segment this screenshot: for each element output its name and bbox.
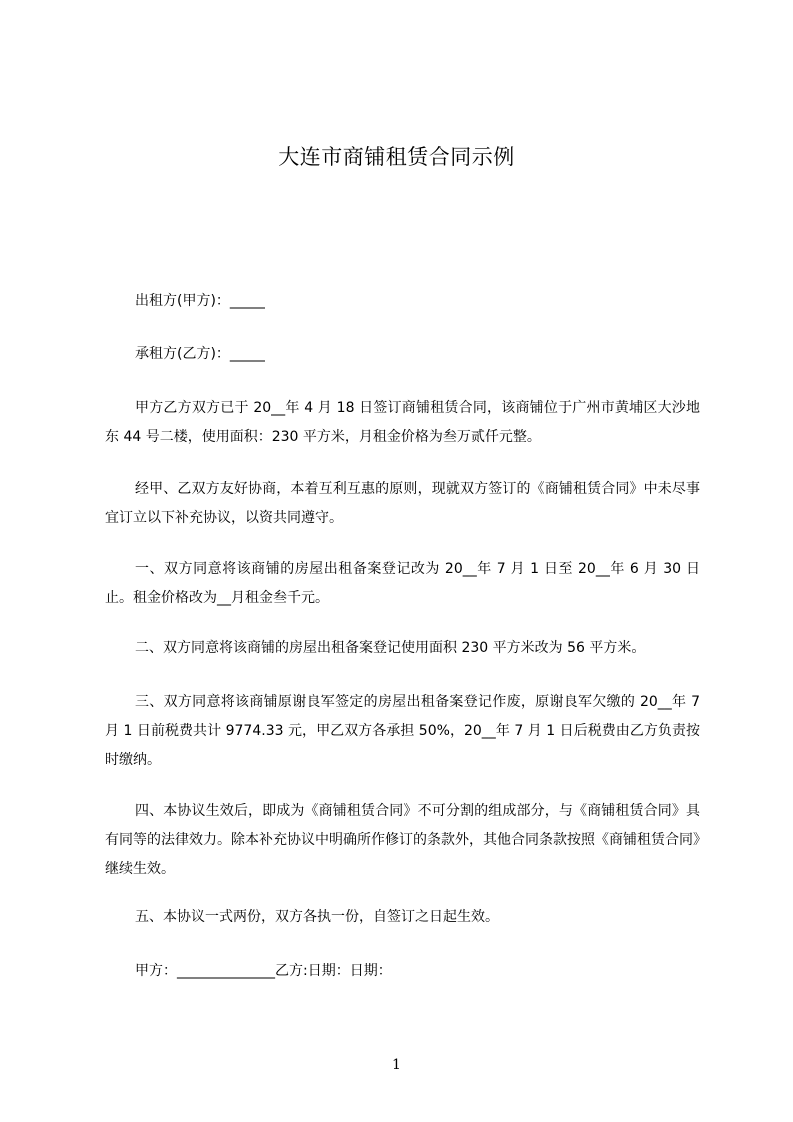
lessee-line: 承租方(乙方)：_____ bbox=[135, 346, 265, 362]
document-title: 大连市商铺租赁合同示例 bbox=[278, 145, 515, 169]
page-number: 1 bbox=[392, 1057, 401, 1073]
lessor-line: 出租方(甲方)：_____ bbox=[135, 293, 265, 309]
paragraph-preamble: 经甲、乙双方友好协商，本着互利互惠的原则，现就双方签订的《商铺租赁合同》中未尽事宜订立以下补充协议，以资共同遵守。 bbox=[105, 481, 700, 526]
clause-5: 五、本协议一式两份，双方各执一份，自签订之日起生效。 bbox=[135, 909, 499, 925]
signature-line: 甲方：______________乙方:日期：日期： bbox=[135, 963, 392, 979]
clause-4: 四、本协议生效后，即成为《商铺租赁合同》不可分割的组成部分，与《商铺租赁合同》具有同等的法律效力。除本补充协议中明确所作修订的条款外，其他合同条款按照《商铺租赁合同》继续生效。 bbox=[105, 803, 700, 877]
paragraph-background: 甲方乙方双方已于 20__年 4 月 18 日签订商铺租赁合同，该商铺位于广州市黄埔区大沙地东 44 号二楼，使用面积：230 平方米，月租金价格为叁万贰仟元整。 bbox=[105, 400, 700, 445]
clause-3: 三、双方同意将该商铺原谢良军签定的房屋出租备案登记作废，原谢良军欠缴的 20__年 7 月 1 日前税费共计 9774.33 元，甲乙双方各承担 50%，20__年 7 月 1 日后税费由乙方负责按时缴纳。 bbox=[105, 694, 700, 768]
clause-2: 二、双方同意将该商铺的房屋出租备案登记使用面积 230 平方米改为 56 平方米。 bbox=[135, 640, 646, 656]
clause-1: 一、双方同意将该商铺的房屋出租备案登记改为 20__年 7 月 1 日至 20__年 6 月 30 日止。租金价格改为__月租金叁千元。 bbox=[105, 561, 700, 606]
